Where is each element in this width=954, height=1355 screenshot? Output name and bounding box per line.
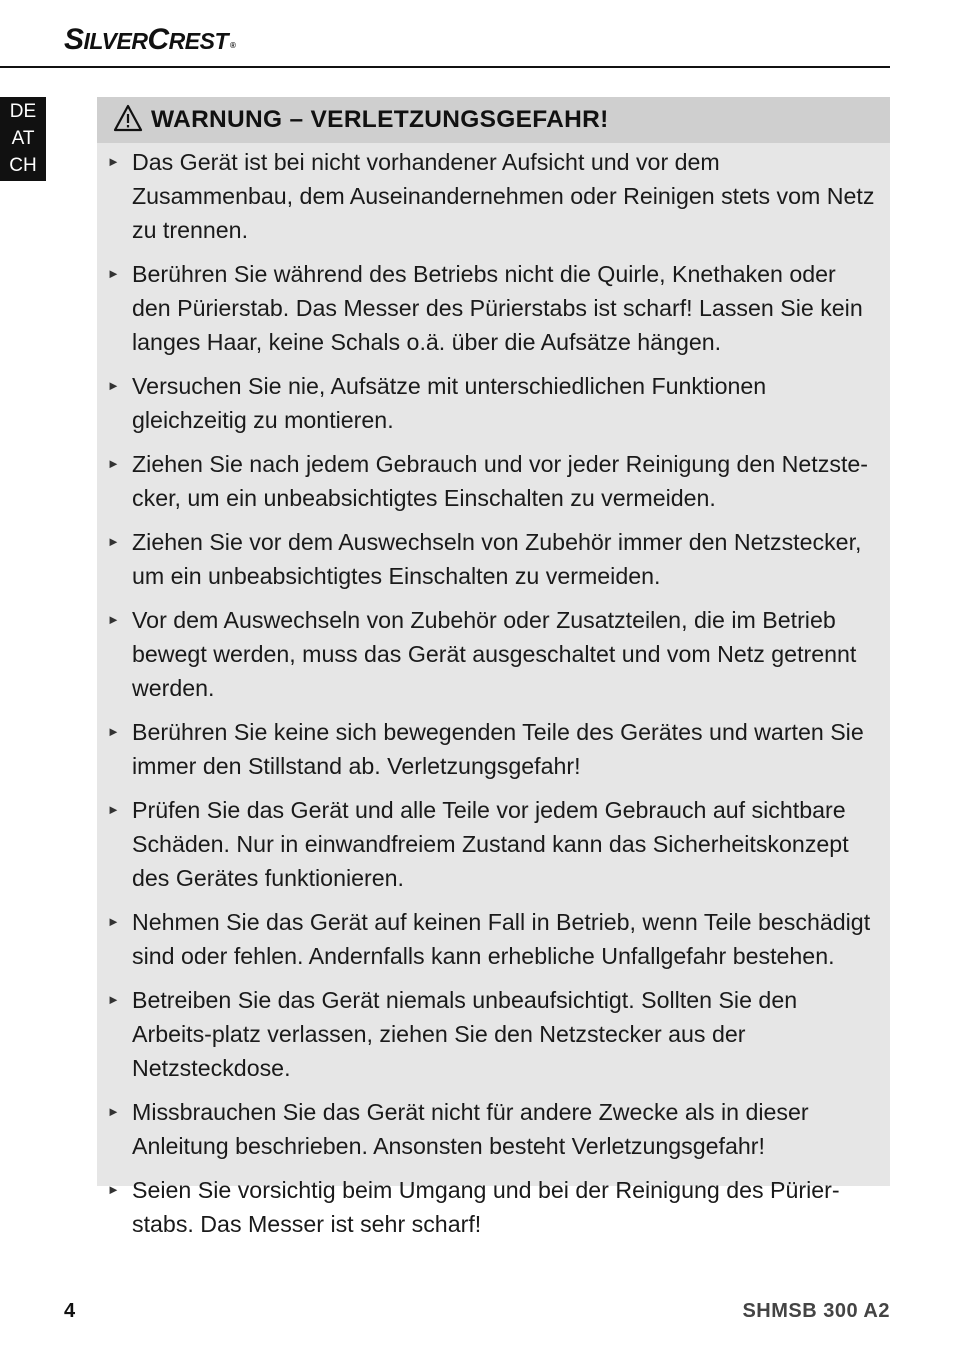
- registered-mark: ®: [230, 41, 236, 50]
- list-item: [97, 905, 890, 973]
- bullet-arrow-icon: ►: [107, 154, 120, 169]
- warning-list: [97, 145, 890, 1251]
- warning-title: WARNUNG – VERLETZUNGSGEFAHR!: [151, 106, 609, 133]
- model-number: SHMSB 300 A2: [742, 1300, 890, 1322]
- list-item-text: Ziehen Sie vor dem Auswechseln von Zubehör immer den Netzstecker, um ein unbeabsichtigtes Einschalten zu vermeiden.: [132, 529, 862, 589]
- list-item-text: Betreiben Sie das Gerät niemals unbeaufsichtigt. Sollten Sie den Arbeits-platz verlassen, ziehen Sie den Netzstecker aus der Netzsteckdose.: [132, 987, 798, 1081]
- list-item: [97, 793, 890, 895]
- list-item-text: Berühren Sie keine sich bewegenden Teile des Gerätes und warten Sie immer den Stillstand ab. Verletzungsgefahr!: [132, 719, 864, 779]
- bullet-arrow-icon: ►: [107, 266, 120, 281]
- list-item: [97, 1173, 890, 1241]
- bullet-arrow-icon: ►: [107, 992, 120, 1007]
- brand-letter-c: C: [147, 23, 169, 56]
- list-item-text: Berühren Sie während des Betriebs nicht die Quirle, Knethaken oder den Pürierstab. Das Messer des Pürierstabs ist scharf! Lassen Sie kein langes Haar, keine Schals o.ä. über die Aufsätze hängen.: [132, 261, 863, 355]
- language-de: DE: [9, 101, 37, 122]
- bullet-arrow-icon: ►: [107, 724, 120, 739]
- list-item: [97, 525, 890, 593]
- list-item: [97, 369, 890, 437]
- language-at: AT: [11, 128, 35, 149]
- list-item-text: Versuchen Sie nie, Aufsätze mit unterschiedlichen Funktionen gleichzeitig zu montieren.: [132, 373, 767, 433]
- header-divider: [0, 66, 890, 68]
- list-item: [97, 715, 890, 783]
- language-tab: [0, 97, 46, 181]
- bullet-arrow-icon: ►: [107, 914, 120, 929]
- warning-triangle-icon: [113, 104, 143, 132]
- warning-header: [97, 97, 890, 143]
- bullet-arrow-icon: ►: [107, 612, 120, 627]
- bullet-arrow-icon: ►: [107, 1182, 120, 1197]
- list-item: [97, 983, 890, 1085]
- language-ch: CH: [9, 155, 37, 176]
- list-item: [97, 447, 890, 515]
- page-number: 4: [64, 1300, 76, 1322]
- brand-logo: [64, 22, 235, 59]
- brand-text-ilver: ILVER: [83, 28, 148, 54]
- bullet-arrow-icon: ►: [107, 456, 120, 471]
- warning-box: [97, 97, 890, 1237]
- bullet-arrow-icon: ►: [107, 802, 120, 817]
- list-item-text: Seien Sie vorsichtig beim Umgang und bei der Reinigung des Pürier-stabs. Das Messer ist sehr scharf!: [132, 1177, 840, 1237]
- list-item: [97, 1095, 890, 1163]
- brand-text-rest: REST: [168, 28, 228, 54]
- list-item: [97, 603, 890, 705]
- list-item-text: Prüfen Sie das Gerät und alle Teile vor jedem Gebrauch auf sichtbare Schäden. Nur in einwandfreiem Zustand kann das Sicherheitskonzept des Gerätes funktionieren.: [132, 797, 849, 891]
- bullet-arrow-icon: ►: [107, 1104, 120, 1119]
- brand-letter-s: S: [64, 23, 84, 56]
- bullet-arrow-icon: ►: [107, 534, 120, 549]
- list-item: [97, 145, 890, 247]
- list-item-text: Nehmen Sie das Gerät auf keinen Fall in Betrieb, wenn Teile beschädigt sind oder fehlen. Andernfalls kann erhebliche Unfallgefahr bestehen.: [132, 909, 871, 969]
- list-item-text: Missbrauchen Sie das Gerät nicht für andere Zwecke als in dieser Anleitung beschrieben. Ansonsten besteht Verletzungsgefahr!: [132, 1099, 809, 1159]
- list-item-text: Vor dem Auswechseln von Zubehör oder Zusatzteilen, die im Betrieb bewegt werden, muss das Gerät ausgeschaltet und vom Netz getrennt werden.: [132, 607, 857, 701]
- list-item: [97, 257, 890, 359]
- list-item-text: Ziehen Sie nach jedem Gebrauch und vor jeder Reinigung den Netzste-cker, um ein unbeabsichtigtes Einschalten zu vermeiden.: [132, 451, 868, 511]
- bullet-arrow-icon: ►: [107, 378, 120, 393]
- list-item-text: Das Gerät ist bei nicht vorhandener Aufsicht und vor dem Zusammenbau, dem Auseinandernehmen oder Reinigen stets vom Netz zu trennen.: [132, 149, 875, 243]
